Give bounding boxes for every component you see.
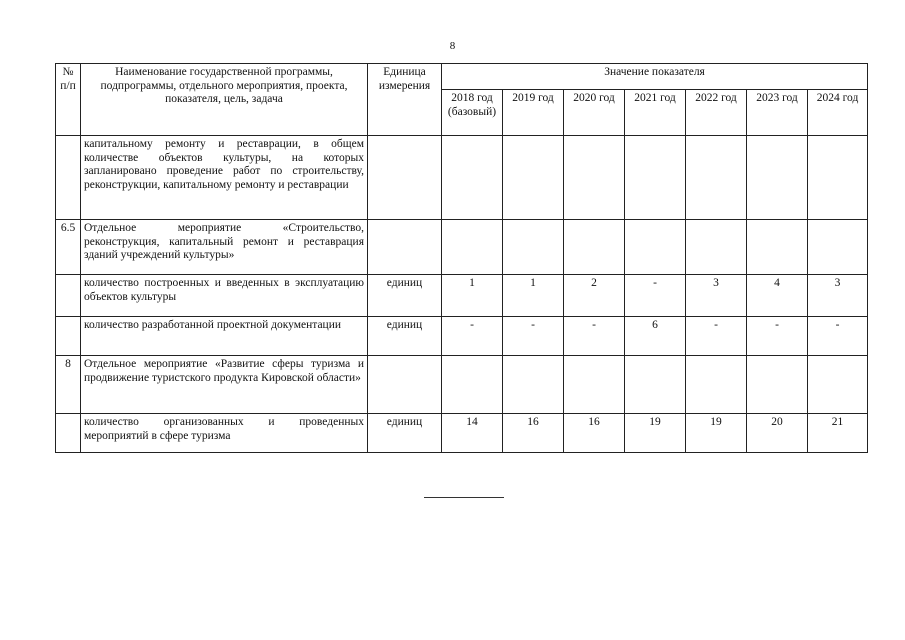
- row-value: [747, 220, 808, 275]
- row-name: Отдельное мероприятие «Развитие сферы туризма и продвижение туристского продукта Кировской области»: [81, 356, 368, 414]
- row-num: [56, 317, 81, 356]
- header-year-2018: 2018 год (базовый): [442, 90, 503, 136]
- row-value: -: [808, 317, 868, 356]
- header-row-top: [56, 64, 868, 90]
- row-num: [56, 414, 81, 453]
- table-row: [56, 220, 868, 275]
- row-value: [564, 356, 625, 414]
- page-number: 8: [449, 40, 456, 52]
- row-value: [564, 220, 625, 275]
- row-unit: единиц: [368, 275, 442, 317]
- row-value: 14: [442, 414, 503, 453]
- row-name: количество построенных и введенных в эксплуатацию объектов культуры: [81, 275, 368, 317]
- row-value: 1: [442, 275, 503, 317]
- row-value: 19: [625, 414, 686, 453]
- row-value: 3: [808, 275, 868, 317]
- row-value: [808, 136, 868, 220]
- row-name: Отдельное мероприятие «Строительство, реконструкция, капитальный ремонт и реставрация зданий учреждений культуры»: [81, 220, 368, 275]
- row-num: 8: [56, 356, 81, 414]
- row-unit: [368, 136, 442, 220]
- row-value: -: [625, 275, 686, 317]
- row-num: [56, 136, 81, 220]
- header-num: № п/п: [56, 64, 81, 136]
- row-num: [56, 275, 81, 317]
- table-row: [56, 356, 868, 414]
- header-year-2020: 2020 год: [564, 90, 625, 136]
- row-value: [747, 356, 808, 414]
- row-value: 2: [564, 275, 625, 317]
- row-value: -: [503, 317, 564, 356]
- row-value: -: [442, 317, 503, 356]
- row-value: 1: [503, 275, 564, 317]
- table-row: [56, 414, 868, 453]
- header-unit: Единица измерения: [368, 64, 442, 136]
- row-value: -: [564, 317, 625, 356]
- header-value-group: Значение показателя: [442, 64, 868, 90]
- header-year-2021: 2021 год: [625, 90, 686, 136]
- row-value: 4: [747, 275, 808, 317]
- indicators-table: [55, 63, 868, 453]
- row-value: [442, 356, 503, 414]
- row-unit: единиц: [368, 317, 442, 356]
- table-row: [56, 136, 868, 220]
- row-value: [442, 220, 503, 275]
- row-value: [503, 220, 564, 275]
- header-year-2024: 2024 год: [808, 90, 868, 136]
- row-value: 6: [625, 317, 686, 356]
- row-value: 19: [686, 414, 747, 453]
- row-name: количество организованных и проведенных мероприятий в сфере туризма: [81, 414, 368, 453]
- row-value: [442, 136, 503, 220]
- row-name: количество разработанной проектной документации: [81, 317, 368, 356]
- row-value: [503, 356, 564, 414]
- row-value: [686, 220, 747, 275]
- table-row: [56, 275, 868, 317]
- row-name: капитальному ремонту и реставрации, в общем количестве объектов культуры, на которых запланировано проведение работ по строительству, реконструкции, капитальному ремонту и реставрации: [81, 136, 368, 220]
- row-value: [686, 136, 747, 220]
- row-num: 6.5: [56, 220, 81, 275]
- row-value: [503, 136, 564, 220]
- row-value: [625, 220, 686, 275]
- row-value: 16: [564, 414, 625, 453]
- row-value: [625, 356, 686, 414]
- header-year-2022: 2022 год: [686, 90, 747, 136]
- row-value: [747, 136, 808, 220]
- row-value: [564, 136, 625, 220]
- row-value: 21: [808, 414, 868, 453]
- row-value: [625, 136, 686, 220]
- row-unit: единиц: [368, 414, 442, 453]
- row-value: [808, 220, 868, 275]
- header-year-2019: 2019 год: [503, 90, 564, 136]
- end-divider-line: [424, 497, 504, 498]
- row-value: -: [686, 317, 747, 356]
- header-year-2023: 2023 год: [747, 90, 808, 136]
- row-value: 3: [686, 275, 747, 317]
- row-unit: [368, 356, 442, 414]
- table-row: [56, 317, 868, 356]
- row-value: -: [747, 317, 808, 356]
- row-value: 20: [747, 414, 808, 453]
- row-unit: [368, 220, 442, 275]
- header-name: Наименование государственной программы, подпрограммы, отдельного мероприятия, проекта, показателя, цель, задача: [81, 64, 368, 136]
- row-value: [808, 356, 868, 414]
- row-value: [686, 356, 747, 414]
- row-value: 16: [503, 414, 564, 453]
